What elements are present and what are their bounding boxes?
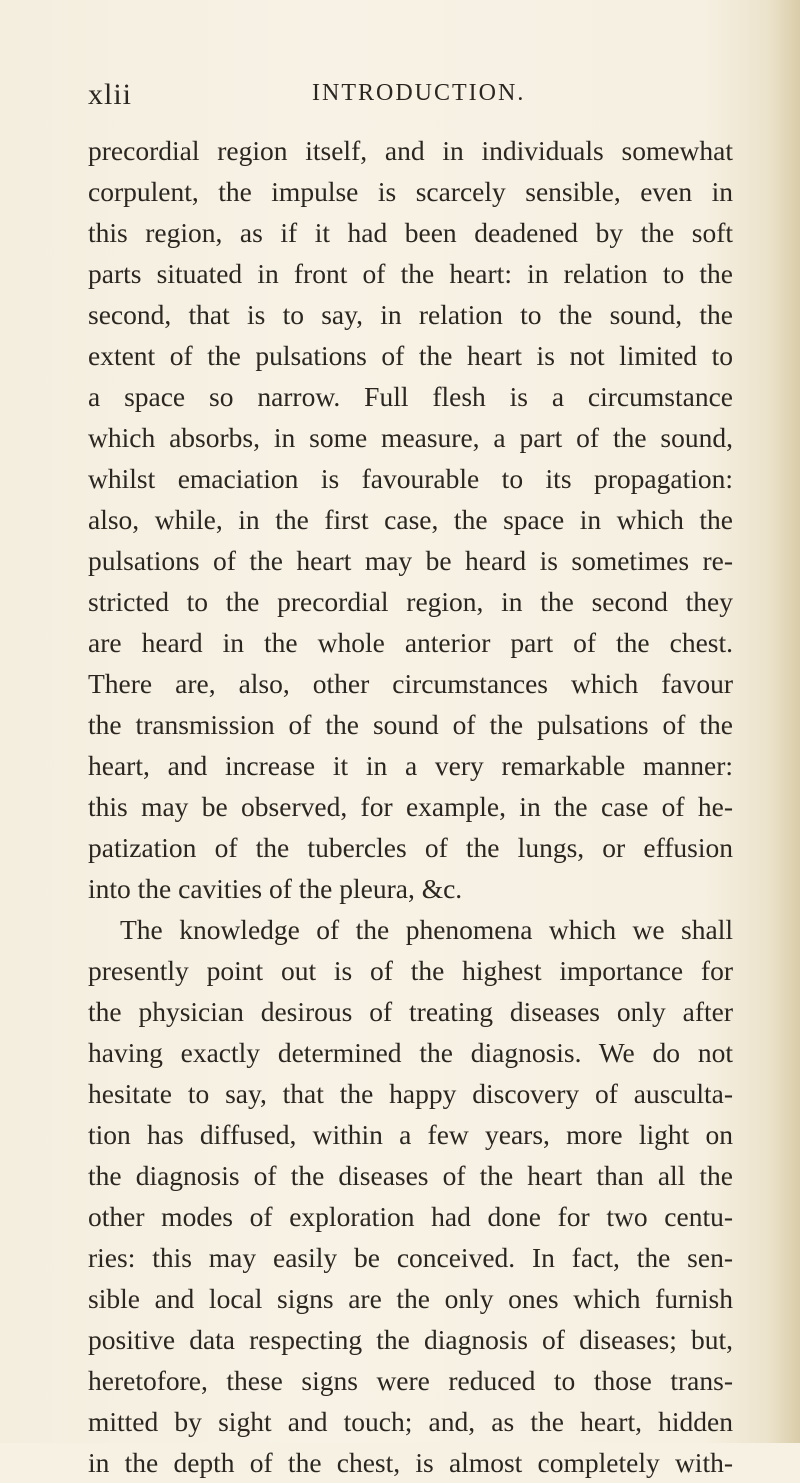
text-line: this region, as if it had been deadened by the soft	[88, 217, 733, 248]
text-line: the physician desirous of treating diseases only after	[88, 996, 733, 1027]
text-line: ries: this may easily be conceived. In fact, the sen-	[88, 1242, 733, 1273]
page-number: xlii	[88, 78, 133, 111]
text-line: stricted to the precordial region, in the second they	[88, 586, 733, 617]
text-line: second, that is to say, in relation to the sound, the	[88, 299, 733, 330]
text-line: There are, also, other circumstances which favour	[88, 668, 733, 699]
text-line: sible and local signs are the only ones which furnish	[88, 1283, 733, 1314]
text-line: The knowledge of the phenomena which we shall	[120, 914, 733, 945]
text-line: pulsations of the heart may be heard is sometimes re-	[88, 545, 733, 576]
text-line: precordial region itself, and in individuals somewhat	[88, 135, 733, 166]
text-line: tion has diffused, within a few years, more light on	[88, 1119, 733, 1150]
page-header	[88, 78, 728, 118]
text-line: other modes of exploration had done for two centu-	[88, 1201, 733, 1232]
text-line: this may be observed, for example, in the case of he-	[88, 791, 733, 822]
text-line: are heard in the whole anterior part of the chest.	[88, 627, 733, 658]
text-line: presently point out is of the highest importance for	[88, 955, 733, 986]
text-line: which absorbs, in some measure, a part of the sound,	[88, 422, 733, 453]
text-line: the transmission of the sound of the pulsations of the	[88, 709, 733, 740]
text-line: the diagnosis of the diseases of the heart than all the	[88, 1160, 733, 1191]
text-line: heretofore, these signs were reduced to those trans-	[88, 1365, 733, 1396]
text-line: heart, and increase it in a very remarkable manner:	[88, 750, 733, 781]
text-line: corpulent, the impulse is scarcely sensible, even in	[88, 176, 733, 207]
text-line: hesitate to say, that the happy discovery of ausculta-	[88, 1078, 733, 1109]
text-line: positive data respecting the diagnosis of diseases; but,	[88, 1324, 733, 1355]
text-line: a space so narrow. Full flesh is a circumstance	[88, 381, 733, 412]
text-line: also, while, in the first case, the space in which the	[88, 504, 733, 535]
text-line: whilst emaciation is favourable to its propagation:	[88, 463, 733, 494]
text-line: having exactly determined the diagnosis. We do not	[88, 1037, 733, 1068]
text-line: into the cavities of the pleura, &c.	[88, 873, 463, 904]
body-text	[88, 130, 733, 1483]
text-line: extent of the pulsations of the heart is not limited to	[88, 340, 733, 371]
text-line: mitted by sight and touch; and, as the heart, hidden	[88, 1406, 733, 1437]
text-line: in the depth of the chest, is almost completely with-	[88, 1447, 733, 1478]
text-line: patization of the tubercles of the lungs, or effusion	[88, 832, 733, 863]
running-head: INTRODUCTION.	[312, 80, 526, 106]
text-line: parts situated in front of the heart: in relation to the	[88, 258, 733, 289]
